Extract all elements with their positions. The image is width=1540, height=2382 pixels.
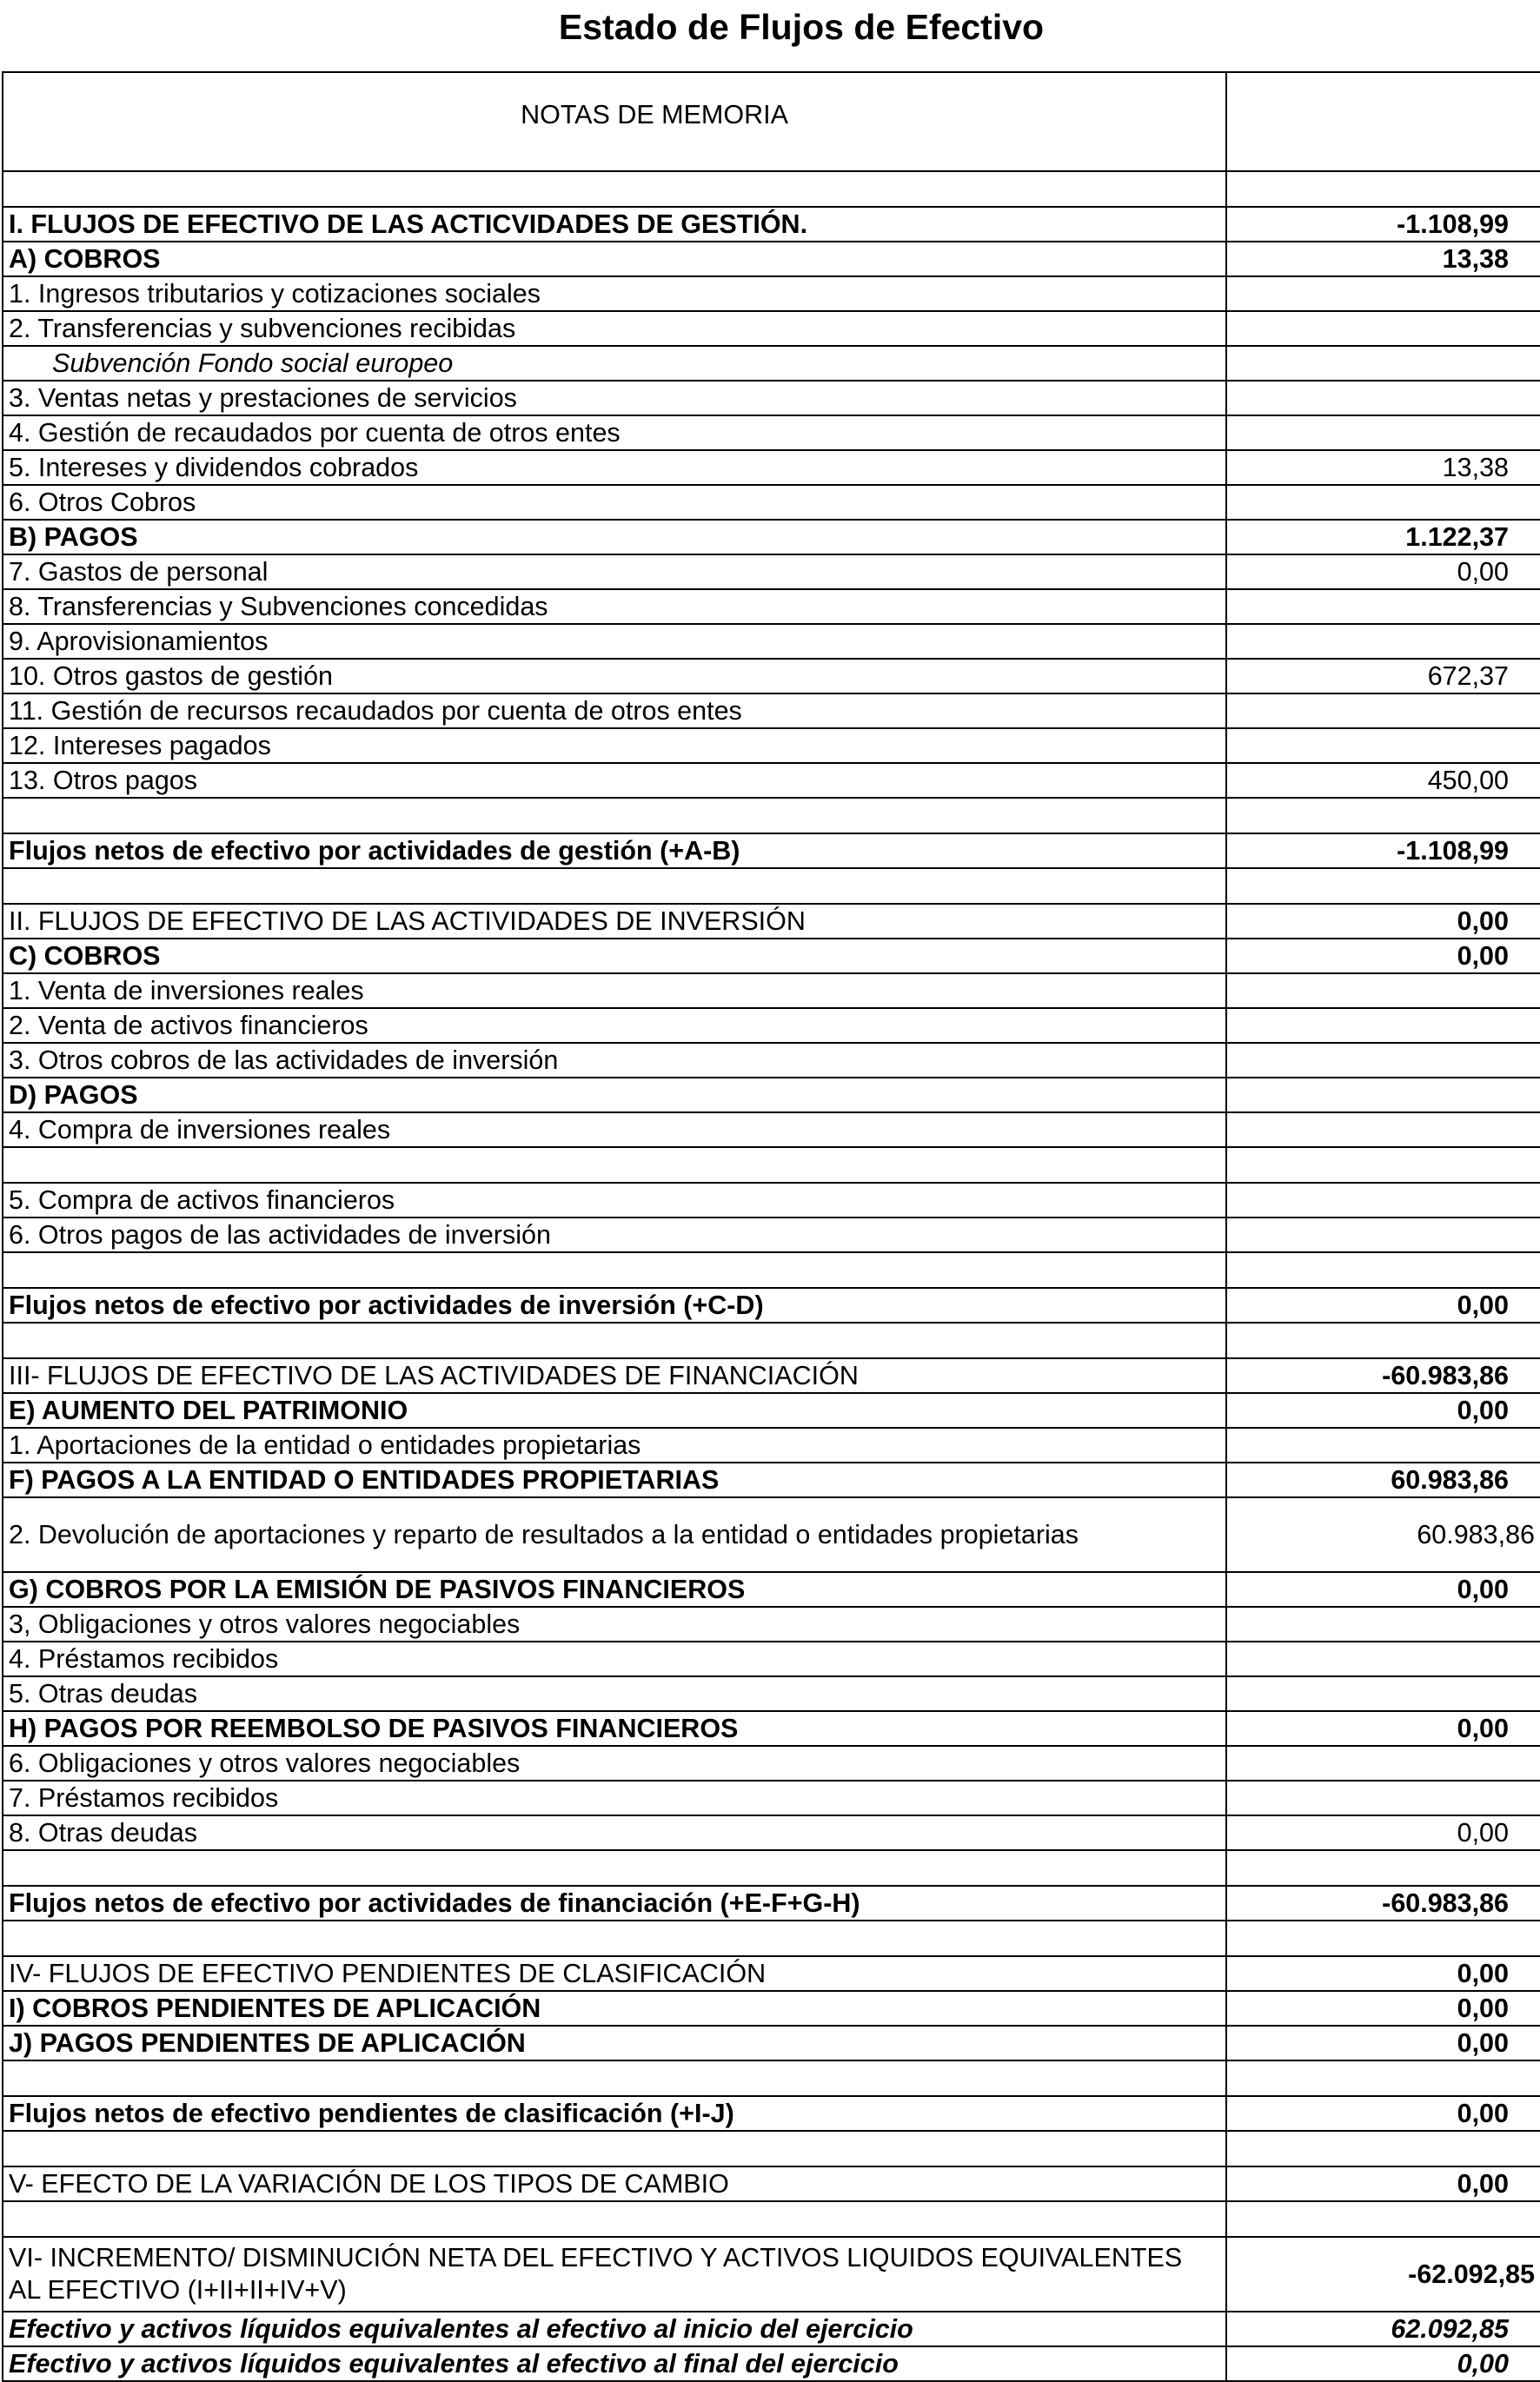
table-row — [3, 1288, 1540, 1323]
table-row — [3, 1218, 1540, 1252]
table-row — [3, 589, 1540, 624]
row-value — [1226, 1676, 1540, 1711]
row-label: Flujos netos de efectivo por actividades de inversión (+C-D) — [3, 1288, 1226, 1323]
row-label: 4. Compra de inversiones reales — [3, 1112, 1226, 1147]
row-label: Flujos netos de efectivo pendientes de clasificación (+I-J) — [3, 2096, 1226, 2131]
row-label: II. FLUJOS DE EFECTIVO DE LAS ACTIVIDADES DE INVERSIÓN — [3, 904, 1226, 939]
header-value — [1226, 72, 1540, 171]
table-row — [3, 1991, 1540, 2026]
row-label: Flujos netos de efectivo por actividades de financiación (+E-F+G-H) — [3, 1886, 1226, 1921]
row-value: 62.092,85 — [1226, 2312, 1540, 2346]
table-row — [3, 2026, 1540, 2060]
row-value: -1.108,99 — [1226, 833, 1540, 868]
row-value: 672,37 — [1226, 659, 1540, 693]
row-value — [1226, 693, 1540, 728]
table-row — [3, 485, 1540, 520]
row-label: J) PAGOS PENDIENTES DE APLICACIÓN — [3, 2026, 1226, 2060]
table-row — [3, 346, 1540, 381]
row-value — [1226, 1428, 1540, 1463]
row-label: B) PAGOS — [3, 520, 1226, 554]
row-label: 5. Compra de activos financieros — [3, 1183, 1226, 1218]
row-label — [3, 1147, 1226, 1183]
row-label: IV- FLUJOS DE EFECTIVO PENDIENTES DE CLASIFICACIÓN — [3, 1956, 1226, 1991]
row-label: H) PAGOS POR REEMBOLSO DE PASIVOS FINANCIEROS — [3, 1711, 1226, 1746]
table-row — [3, 381, 1540, 415]
table-row — [3, 2131, 1540, 2166]
row-label — [3, 2131, 1226, 2166]
table-row — [3, 1642, 1540, 1676]
row-value — [1226, 2060, 1540, 2096]
row-label: D) PAGOS — [3, 1078, 1226, 1112]
row-value — [1226, 1183, 1540, 1218]
table-row — [3, 1572, 1540, 1607]
table-row — [3, 450, 1540, 485]
row-value — [1226, 1147, 1540, 1183]
row-value — [1226, 1746, 1540, 1781]
row-value — [1226, 2131, 1540, 2166]
row-value — [1226, 1921, 1540, 1956]
table-row — [3, 276, 1540, 311]
row-label: 1. Aportaciones de la entidad o entidades propietarias — [3, 1428, 1226, 1463]
table-row — [3, 2237, 1540, 2312]
row-label — [3, 1323, 1226, 1358]
row-label: Efectivo y activos líquidos equivalentes al efectivo al inicio del ejercicio — [3, 2312, 1226, 2346]
table-row — [3, 1676, 1540, 1711]
row-value: 0,00 — [1226, 554, 1540, 589]
table-row — [3, 763, 1540, 798]
row-value: 0,00 — [1226, 1393, 1540, 1428]
row-value: 0,00 — [1226, 1815, 1540, 1850]
row-label: III- FLUJOS DE EFECTIVO DE LAS ACTIVIDADES DE FINANCIACIÓN — [3, 1358, 1226, 1393]
row-label — [3, 1252, 1226, 1288]
table-row — [3, 939, 1540, 973]
row-label: 7. Gastos de personal — [3, 554, 1226, 589]
table-row — [3, 554, 1540, 589]
table-row — [3, 659, 1540, 693]
table-row — [3, 1711, 1540, 1746]
table-row — [3, 868, 1540, 904]
row-label: Efectivo y activos líquidos equivalentes al efectivo al final del ejercicio — [3, 2346, 1226, 2381]
row-value: 60.983,86 — [1226, 1497, 1540, 1572]
table-row — [3, 2166, 1540, 2201]
row-value — [1226, 2201, 1540, 2237]
row-label — [3, 1850, 1226, 1886]
row-value — [1226, 171, 1540, 207]
row-value — [1226, 1607, 1540, 1642]
row-label: 6. Obligaciones y otros valores negociables — [3, 1746, 1226, 1781]
table-row — [3, 1497, 1540, 1572]
row-label: 5. Otras deudas — [3, 1676, 1226, 1711]
row-label: 8. Transferencias y Subvenciones concedidas — [3, 589, 1226, 624]
row-value: 0,00 — [1226, 939, 1540, 973]
row-label: Flujos netos de efectivo por actividades de gestión (+A-B) — [3, 833, 1226, 868]
row-value — [1226, 1008, 1540, 1043]
row-value — [1226, 589, 1540, 624]
row-value: 60.983,86 — [1226, 1463, 1540, 1497]
row-label — [3, 798, 1226, 833]
row-value — [1226, 728, 1540, 763]
table-row — [3, 1428, 1540, 1463]
row-value — [1226, 1781, 1540, 1815]
table-row — [3, 1815, 1540, 1850]
row-value — [1226, 346, 1540, 381]
row-value — [1226, 311, 1540, 346]
table-row — [3, 1463, 1540, 1497]
table-row — [3, 2346, 1540, 2381]
row-label: 2. Venta de activos financieros — [3, 1008, 1226, 1043]
table-row — [3, 2060, 1540, 2096]
table-row — [3, 242, 1540, 276]
row-value: 0,00 — [1226, 1572, 1540, 1607]
row-value — [1226, 624, 1540, 659]
table-row — [3, 1781, 1540, 1815]
row-value: -60.983,86 — [1226, 1886, 1540, 1921]
row-value — [1226, 1043, 1540, 1078]
table-row — [3, 1921, 1540, 1956]
row-label — [3, 2060, 1226, 2096]
row-value: 0,00 — [1226, 1288, 1540, 1323]
row-value: -62.092,85 — [1226, 2237, 1540, 2312]
row-value: 13,38 — [1226, 242, 1540, 276]
row-label: VI- INCREMENTO/ DISMINUCIÓN NETA DEL EFECTIVO Y ACTIVOS LIQUIDOS EQUIVALENTES AL EFECTIVO (I+II+II+IV+V) — [3, 2237, 1226, 2312]
row-label: 2. Transferencias y subvenciones recibidas — [3, 311, 1226, 346]
table-row — [3, 1112, 1540, 1147]
row-label: F) PAGOS A LA ENTIDAD O ENTIDADES PROPIETARIAS — [3, 1463, 1226, 1497]
table-row — [3, 2096, 1540, 2131]
row-label: I. FLUJOS DE EFECTIVO DE LAS ACTICVIDADES DE GESTIÓN. — [3, 207, 1226, 242]
row-label: 3. Ventas netas y prestaciones de servicios — [3, 381, 1226, 415]
table-row — [3, 2201, 1540, 2237]
row-value: -60.983,86 — [1226, 1358, 1540, 1393]
table-row — [3, 207, 1540, 242]
row-value: -1.108,99 — [1226, 207, 1540, 242]
table-row — [3, 1147, 1540, 1183]
table-row — [3, 973, 1540, 1008]
table-row — [3, 624, 1540, 659]
cash-flow-table — [2, 71, 1540, 2382]
row-value: 0,00 — [1226, 1711, 1540, 1746]
row-value — [1226, 381, 1540, 415]
table-row — [3, 1358, 1540, 1393]
row-label: 3. Otros cobros de las actividades de inversión — [3, 1043, 1226, 1078]
row-label: A) COBROS — [3, 242, 1226, 276]
row-label: 9. Aprovisionamientos — [3, 624, 1226, 659]
row-label: 3, Obligaciones y otros valores negociables — [3, 1607, 1226, 1642]
table-row — [3, 520, 1540, 554]
row-label: I) COBROS PENDIENTES DE APLICACIÓN — [3, 1991, 1226, 2026]
table-row — [3, 1078, 1540, 1112]
row-label: V- EFECTO DE LA VARIACIÓN DE LOS TIPOS DE CAMBIO — [3, 2166, 1226, 2201]
row-label: 1. Venta de inversiones reales — [3, 973, 1226, 1008]
row-label: G) COBROS POR LA EMISIÓN DE PASIVOS FINANCIEROS — [3, 1572, 1226, 1607]
table-header-row — [3, 72, 1540, 171]
row-value — [1226, 868, 1540, 904]
row-value — [1226, 1850, 1540, 1886]
row-label: 4. Préstamos recibidos — [3, 1642, 1226, 1676]
row-label: C) COBROS — [3, 939, 1226, 973]
row-label: 1. Ingresos tributarios y cotizaciones sociales — [3, 276, 1226, 311]
row-value: 0,00 — [1226, 904, 1540, 939]
row-label: 10. Otros gastos de gestión — [3, 659, 1226, 693]
table-row — [3, 1183, 1540, 1218]
header-label: NOTAS DE MEMORIA — [3, 72, 1226, 171]
table-row — [3, 1746, 1540, 1781]
row-value: 450,00 — [1226, 763, 1540, 798]
row-value — [1226, 485, 1540, 520]
row-label: Subvención Fondo social europeo — [3, 346, 1226, 381]
row-value: 0,00 — [1226, 2026, 1540, 2060]
table-row — [3, 1607, 1540, 1642]
row-value — [1226, 1218, 1540, 1252]
row-label — [3, 868, 1226, 904]
row-value — [1226, 1323, 1540, 1358]
table-row — [3, 2312, 1540, 2346]
table-row — [3, 1008, 1540, 1043]
table-row — [3, 311, 1540, 346]
row-label: 4. Gestión de recaudados por cuenta de otros entes — [3, 415, 1226, 450]
row-label — [3, 2201, 1226, 2237]
row-label: 8. Otras deudas — [3, 1815, 1226, 1850]
row-value — [1226, 1078, 1540, 1112]
page-title: Estado de Flujos de Efectivo — [558, 7, 1045, 47]
row-label — [3, 171, 1226, 207]
row-label: 2. Devolución de aportaciones y reparto de resultados a la entidad o entidades propietarias — [3, 1497, 1226, 1572]
table-row — [3, 1850, 1540, 1886]
row-label: 11. Gestión de recursos recaudados por cuenta de otros entes — [3, 693, 1226, 728]
row-label: E) AUMENTO DEL PATRIMONIO — [3, 1393, 1226, 1428]
table-row — [3, 798, 1540, 833]
row-value — [1226, 1252, 1540, 1288]
row-value — [1226, 1112, 1540, 1147]
row-value: 0,00 — [1226, 1991, 1540, 2026]
row-value — [1226, 415, 1540, 450]
table-row — [3, 693, 1540, 728]
row-label: 7. Préstamos recibidos — [3, 1781, 1226, 1815]
table-row — [3, 728, 1540, 763]
row-value — [1226, 276, 1540, 311]
table-row — [3, 415, 1540, 450]
row-value: 0,00 — [1226, 2096, 1540, 2131]
cash-flow-table-body — [3, 72, 1540, 2381]
row-value: 13,38 — [1226, 450, 1540, 485]
row-label: 6. Otros Cobros — [3, 485, 1226, 520]
row-value: 0,00 — [1226, 2166, 1540, 2201]
row-label: 6. Otros pagos de las actividades de inversión — [3, 1218, 1226, 1252]
table-row — [3, 1252, 1540, 1288]
table-row — [3, 833, 1540, 868]
table-row — [3, 1043, 1540, 1078]
table-row — [3, 904, 1540, 939]
row-value — [1226, 1642, 1540, 1676]
row-value — [1226, 973, 1540, 1008]
table-row — [3, 1393, 1540, 1428]
row-value — [1226, 798, 1540, 833]
row-label — [3, 1921, 1226, 1956]
table-row — [3, 1886, 1540, 1921]
row-value: 0,00 — [1226, 1956, 1540, 1991]
row-value: 0,00 — [1226, 2346, 1540, 2381]
row-label: 13. Otros pagos — [3, 763, 1226, 798]
row-label: 5. Intereses y dividendos cobrados — [3, 450, 1226, 485]
table-row — [3, 1956, 1540, 1991]
table-row — [3, 1323, 1540, 1358]
row-value: 1.122,37 — [1226, 520, 1540, 554]
table-row — [3, 171, 1540, 207]
row-label: 12. Intereses pagados — [3, 728, 1226, 763]
